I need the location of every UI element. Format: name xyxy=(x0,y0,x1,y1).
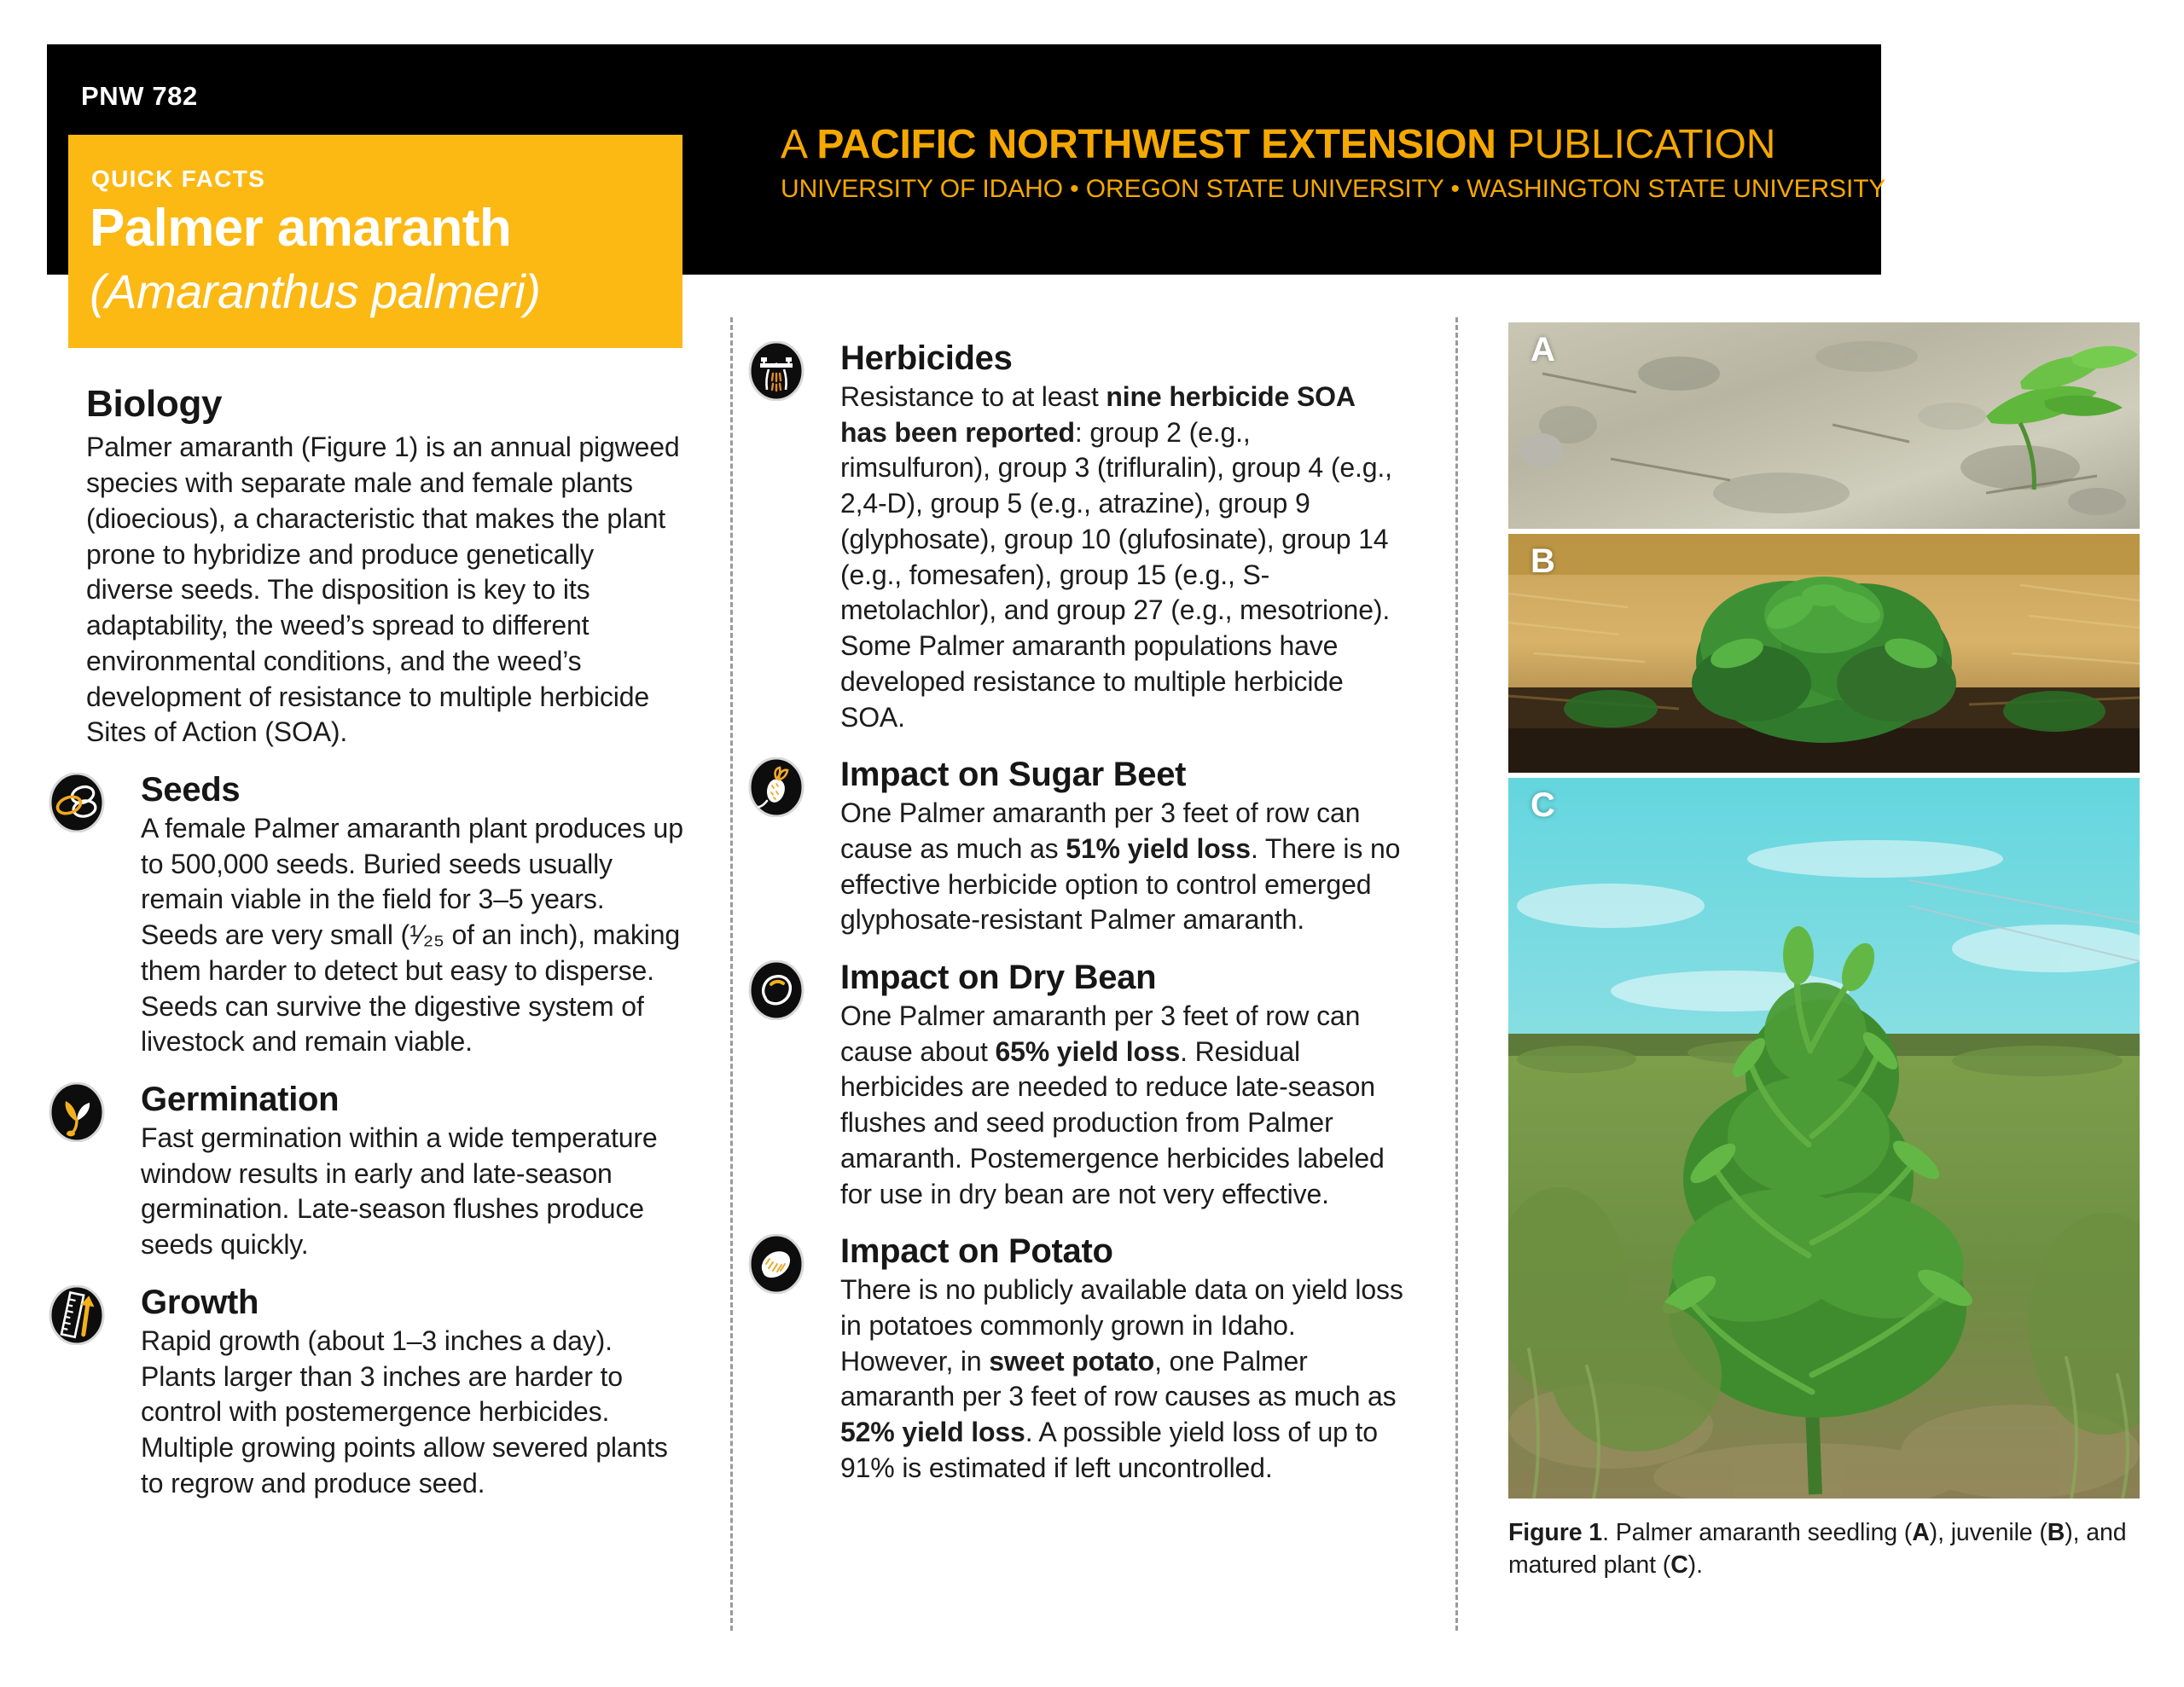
quick-facts-box xyxy=(68,135,682,348)
seedling-photo xyxy=(1508,322,2140,529)
biology-heading: Biology xyxy=(86,383,223,425)
germination-heading: Germination xyxy=(141,1081,340,1119)
sugar-beet-body xyxy=(840,796,1403,938)
quick-facts-label: QUICK FACTS xyxy=(91,165,266,192)
seeds-section xyxy=(73,771,687,1060)
figure-panel-c xyxy=(1508,778,2140,1499)
herbicides-heading: Herbicides xyxy=(840,339,1013,377)
figure-caption-a: A xyxy=(1912,1519,1930,1546)
sugar-beet-body-rest: . There is no effective herbicide option to control emerged glyphosate-resistant Palmer amaranth. xyxy=(840,832,1401,936)
potato-body-lead: There is no publicly available data on yield loss in potatoes commonly grown in Idaho. However, in xyxy=(840,1274,1403,1377)
sprayer-icon xyxy=(748,341,804,401)
figure-caption-text-3: ), and matured plant ( xyxy=(1508,1519,2127,1579)
figure-caption-b: B xyxy=(2047,1519,2065,1546)
panel-label-b: B xyxy=(1531,542,1555,580)
herbicides-body xyxy=(840,380,1403,736)
sugar-beet-section xyxy=(772,756,1403,938)
dry-bean-body-bold: 65% yield loss xyxy=(995,1035,1181,1067)
potato-section xyxy=(772,1232,1403,1486)
herbicides-body-lead: Resistance to at least xyxy=(840,380,1107,412)
growth-heading: Growth xyxy=(141,1283,259,1321)
dry-bean-heading: Impact on Dry Bean xyxy=(840,959,1157,997)
seeds-body: A female Palmer amaranth plant produces up to 500,000 seeds. Buried seeds usually remain viable in the field for 3–5 years. Seeds are very small (¹⁄₂₅ of an inch), making them harder to detect but easy to disperse. Seeds can survive the digestive system of livestock and remain viable. xyxy=(141,812,683,1058)
sprout-icon xyxy=(49,1082,105,1142)
page-title: Palmer amaranth xyxy=(90,199,512,258)
biology-section xyxy=(73,384,687,751)
dry-bean-body-lead: One Palmer amaranth per 3 feet of row can cause about xyxy=(840,1000,1361,1067)
sugar-beet-body-lead: One Palmer amaranth per 3 feet of row can cause as much as xyxy=(840,797,1361,864)
dry-bean-body-rest: . Residual herbicides are needed to reduce late-season flushes and seed production from Palmer amaranth. Postemergence herbicides labeled for use in dry bean are not very effective. xyxy=(840,1035,1385,1209)
dry-bean-body xyxy=(840,999,1403,1213)
potato-heading: Impact on Potato xyxy=(840,1232,1113,1271)
figure-panel-b xyxy=(1508,534,2140,773)
column-divider-left xyxy=(730,317,733,1631)
potato-body-bold2: 52% yield loss xyxy=(840,1417,1025,1448)
sugar-beet-heading: Impact on Sugar Beet xyxy=(840,756,1187,794)
germination-section xyxy=(73,1081,687,1263)
figure-column xyxy=(1508,322,2140,1582)
potato-icon xyxy=(748,1234,804,1294)
herbicides-body-bold: nine herbicide SOA has been reported xyxy=(840,380,1355,448)
germination-body: Fast germination within a wide temperature window results in early and late-season germination. Late-season flushes produce seeds quickly. xyxy=(141,1122,658,1261)
juvenile-photo xyxy=(1508,534,2140,773)
banner-bold-text: PACIFIC NORTHWEST EXTENSION xyxy=(816,122,1496,167)
panel-label-c: C xyxy=(1531,786,1555,824)
ruler-arrow-icon xyxy=(49,1285,105,1345)
growth-section xyxy=(73,1284,687,1502)
figure-caption-label: Figure 1 xyxy=(1508,1519,1603,1546)
growth-body: Rapid growth (about 1–3 inches a day). Plants larger than 3 inches are harder to control with postemergence herbicides. Multiple growing points allow severed plants to regrow and produce seed. xyxy=(141,1325,668,1499)
column-divider-right xyxy=(1455,317,1458,1631)
seeds-icon xyxy=(49,773,105,832)
banner-title-line xyxy=(781,124,1856,167)
herbicides-section xyxy=(772,339,1403,735)
banner-suffix: PUBLICATION xyxy=(1496,122,1776,167)
panel-label-a: A xyxy=(1531,331,1555,368)
potato-body-bold1: sweet potato xyxy=(989,1345,1155,1377)
sugar-beet-body-bold: 51% yield loss xyxy=(1066,832,1251,864)
banner-universities: UNIVERSITY OF IDAHO • OREGON STATE UNIVERSITY • WASHINGTON STATE UNIVERSITY xyxy=(781,174,1886,203)
figure-caption-text-4: ). xyxy=(1687,1551,1703,1579)
figure-caption-text-2: ), juvenile ( xyxy=(1929,1519,2048,1546)
figure-caption-text-1: . Palmer amaranth seedling ( xyxy=(1602,1519,1913,1546)
middle-column xyxy=(772,339,1403,1487)
figure-caption xyxy=(1508,1517,2140,1582)
biology-body: Palmer amaranth (Figure 1) is an annual pigweed species with separate male and female plants (dioecious), a characteristic that makes the plant prone to hybridize and produce genetically diverse seeds. The disposition is key to its adaptability, the weed’s spread to different environmental conditions, and the weed’s development of resistance to multiple herbicide Sites of Action (SOA). xyxy=(86,432,680,748)
potato-body-rest: . A possible yield loss of up to 91% is estimated if left uncontrolled. xyxy=(840,1417,1378,1483)
publication-number: PNW 782 xyxy=(81,81,198,111)
left-column xyxy=(73,384,687,1502)
scientific-name: (Amaranthus palmeri) xyxy=(90,264,541,318)
figure-caption-c: C xyxy=(1670,1551,1688,1579)
dry-bean-icon xyxy=(748,960,804,1020)
potato-body xyxy=(840,1272,1403,1487)
matured-plant-photo xyxy=(1508,778,2140,1499)
herbicides-body-rest: : group 2 (e.g., rimsulfuron), group 3 (trifluralin), group 4 (e.g., 2,4-D), group 5 (e.g., atrazine), group 9 (glyphosate), group 10 (glufosinate), group 14 (e.g., fomesafen), group 15 (e.g., S-metolachlor), and group 27 (e.g., mesotrione). Some Palmer amaranth populations have developed resistance to multiple herbicide SOA. xyxy=(840,416,1392,733)
banner-prefix: A xyxy=(781,122,817,167)
seeds-heading: Seeds xyxy=(141,771,241,809)
figure-panel-a xyxy=(1508,322,2140,529)
potato-body-mid: , one Palmer amaranth per 3 feet of row causes as much as xyxy=(840,1345,1397,1412)
dry-bean-section xyxy=(772,959,1403,1212)
publication-banner xyxy=(781,122,1886,203)
sugar-beet-icon xyxy=(748,757,804,817)
